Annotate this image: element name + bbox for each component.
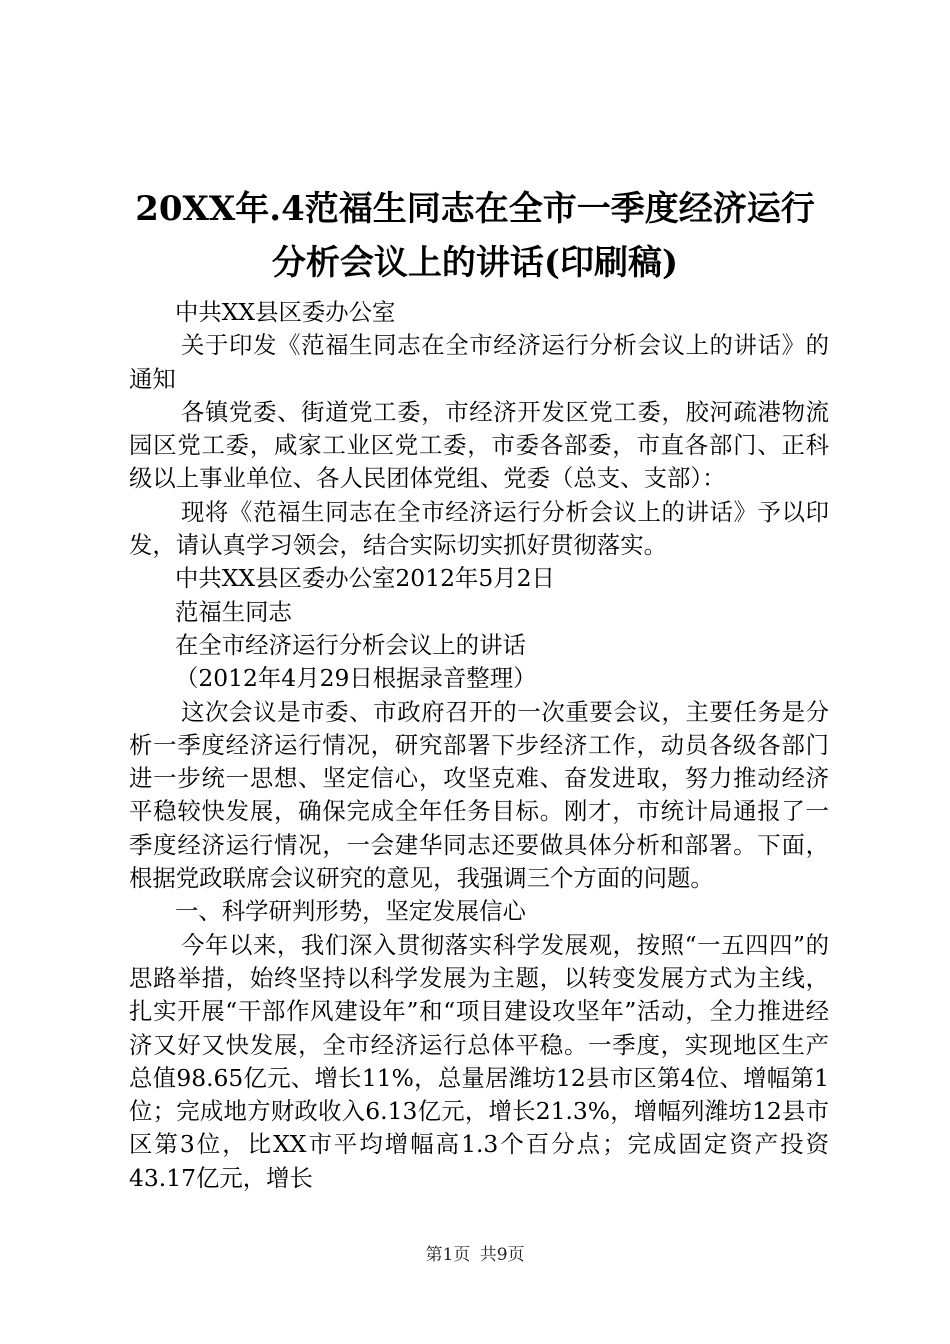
transcript-note-line: （2012年4月29日根据录音整理） bbox=[175, 664, 537, 693]
issuer-line: 中共XX县区委办公室 bbox=[175, 298, 396, 326]
page-footer bbox=[0, 1240, 950, 1265]
speech-title-line: 在全市经济运行分析会议上的讲话 bbox=[175, 630, 526, 659]
notice-heading: 关于印发《范福生同志在全市经济运行分析会议上的讲话》的通知 bbox=[129, 331, 829, 393]
document-title bbox=[118, 182, 832, 290]
title-line-2: 分析会议上的讲话(印刷稿) bbox=[271, 243, 679, 283]
issuer-date-line: 中共XX县区委办公室2012年5月2日 bbox=[175, 564, 555, 593]
section-1-paragraph: 今年以来，我们深入贯彻落实科学发展观，按照“一五四四”的思路举措，始终坚持以科学发展为主题，以转变发展方式为主线，扎实开展“干部作风建设年”和“项目建设攻坚年”活动，全力推进经济又好又快发展，全市经济运行总体平稳。一季度，实现地区生产总值98.65亿元、增长11%，总量居潍坊12县市区第4位、增幅第1位；完成地方财政收入6.13亿元，增长21.3%，增幅列潍坊12县市区第3位，比XX市平均增幅高1.3个百分点；完成固定资产投资43.17亿元，增长 bbox=[129, 930, 829, 1192]
intro-paragraph: 这次会议是市委、市政府召开的一次重要会议，主要任务是分析一季度经济运行情况，研究部署下步经济工作，动员各级各部门进一步统一思想、坚定信心，攻坚克难、奋发进取，努力推动经济平稳较快发展，确保完成全年任务目标。刚才，市统计局通报了一季度经济运行情况，一会建华同志还要做具体分析和部署。下面，根据党政联席会议研究的意见，我强调三个方面的问题。 bbox=[129, 697, 829, 893]
notice-body-paragraph: 现将《范福生同志在全市经济运行分析会议上的讲话》予以印发，请认真学习领会，结合实际切实抓好贯彻落实。 bbox=[129, 497, 829, 560]
document-body bbox=[129, 296, 829, 1195]
title-line-1: 20XX年.4范福生同志在全市一季度经济运行 bbox=[135, 189, 815, 229]
page-total: 共9页 bbox=[479, 1245, 525, 1265]
page-number: 第1页 bbox=[425, 1245, 471, 1265]
recipients-paragraph: 各镇党委、街道党工委，市经济开发区党工委，胶河疏港物流园区党工委，咸家工业区党工委，市委各部委，市直各部门、正科级以上事业单位、各人民团体党组、党委（总支、支部）： bbox=[129, 397, 829, 493]
speaker-line: 范福生同志 bbox=[175, 597, 292, 626]
section-heading-1: 一、科学研判形势，坚定发展信心 bbox=[175, 897, 526, 926]
